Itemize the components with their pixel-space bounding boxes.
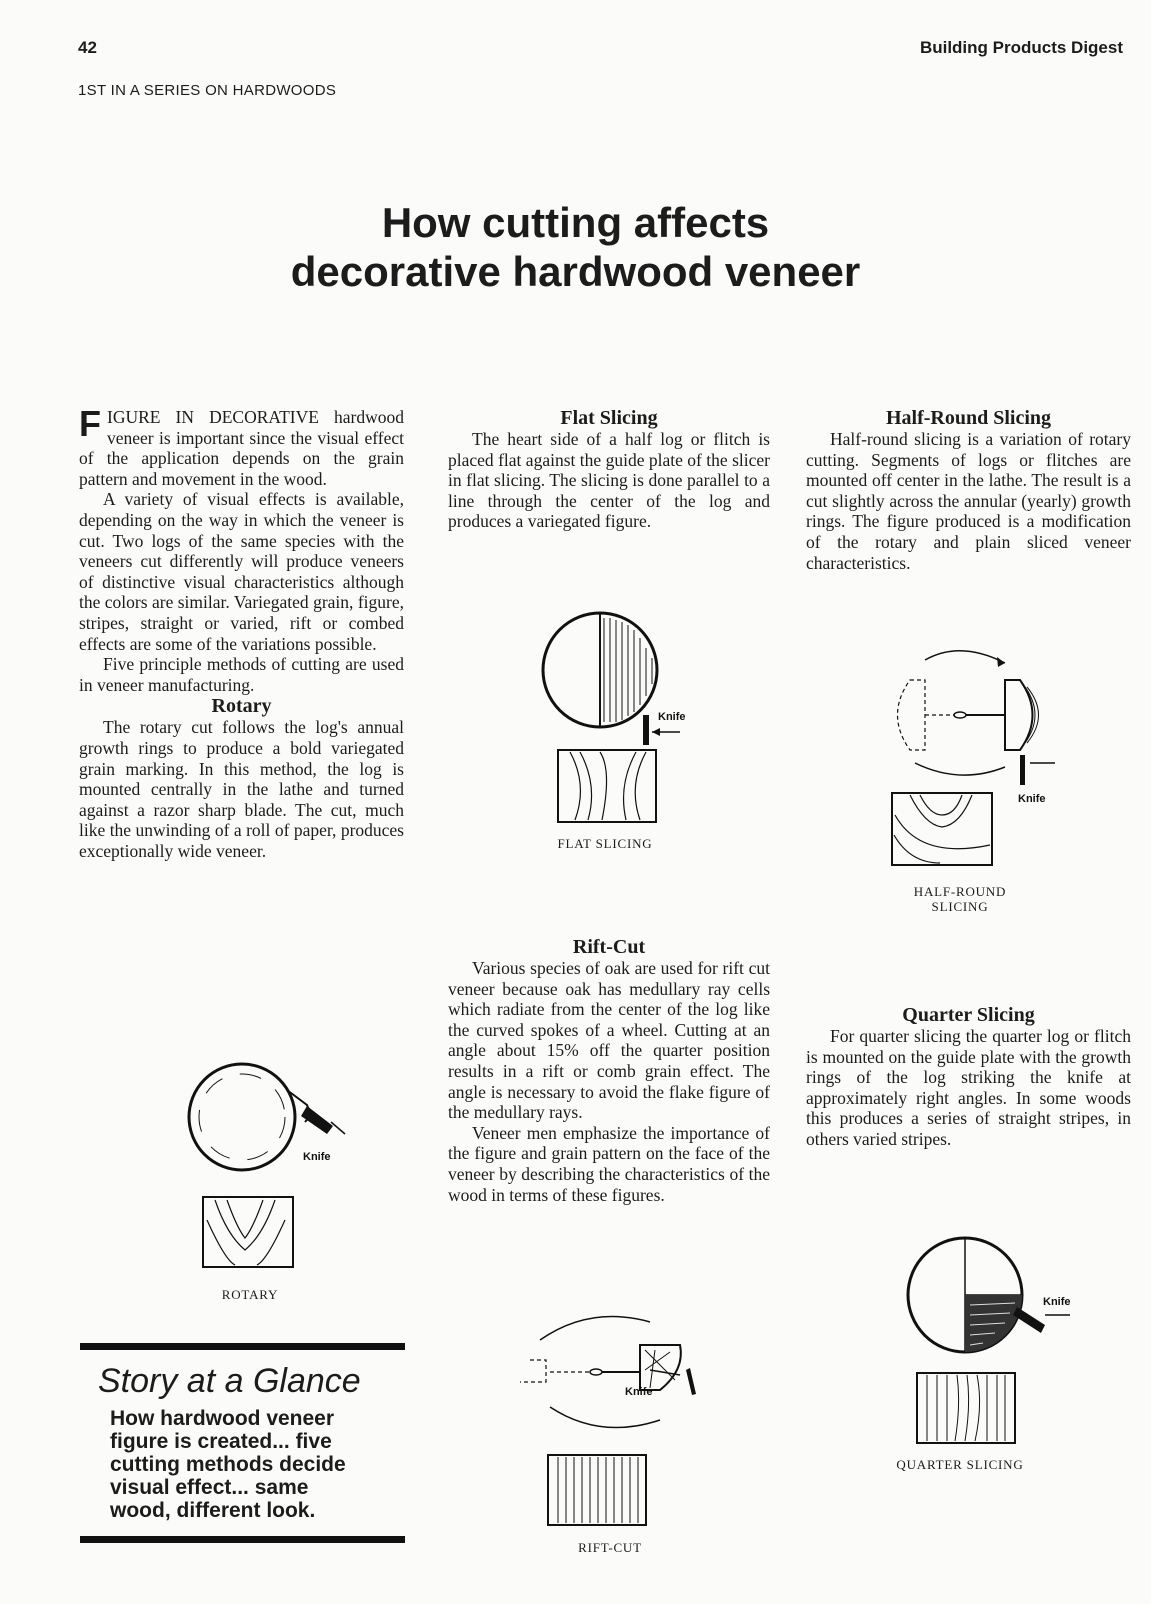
rift-mount [590, 1369, 602, 1375]
quarter-slicing-paragraph: For quarter slicing the quarter log or flitch is mounted on the guide plate with the growth rings of the log striking the knife at approximately right angles. In some woods this produces a series of straight stripes, in others varied stripes. [806, 1026, 1131, 1149]
rotary-heading: Rotary [211, 695, 272, 718]
half-round-mount [954, 712, 966, 718]
headline [0, 198, 1151, 296]
flat-grain-lines [570, 752, 646, 820]
rift-cut-paragraph-2: Veneer men emphasize the importance of the figure and grain pattern on the face of the veneer by describing the characteristics of the wood in terms of these figures. [448, 1122, 770, 1205]
flat-slicing-paragraph: The heart side of a half log or flitch is placed flat against the guide plate of the slicer in flat slicing. The slicing is done parallel to a line through the center of the log and produces a variegated figure. [448, 429, 770, 532]
flat-arrowhead [652, 728, 660, 736]
rift-grain-lines [558, 1457, 638, 1523]
half-round-veneer-sample [892, 793, 992, 865]
rotary-paragraph: The rotary cut follows the log's annual growth rings to produce a bold variegated grain marking. In this method, the log is mounted centrally in the lathe and turned against a razor sharp blade. The cut, much like the unwinding of a roll of paper, produces exceptionally wide veneer. [79, 717, 404, 861]
rift-ghost-segment [520, 1360, 546, 1382]
flat-slicing-section [448, 407, 770, 532]
rift-rotation-arrow-top [540, 1316, 650, 1340]
intro-column [79, 403, 404, 861]
quarter-slicing-caption: QUARTER SLICING [896, 1457, 1024, 1472]
intro-paragraph-1 [79, 403, 404, 489]
rotary-grain-lines [207, 1200, 285, 1265]
rotary-growth-ring [199, 1074, 285, 1160]
flat-knife [643, 715, 649, 745]
intro-p1-text: IGURE IN DECORATIVE hardwood veneer is important since the visual effect of the application depends on the grain pattern and movement in the wood. [79, 407, 404, 489]
intro-paragraph-3: Five principle methods of cutting are used in veneer manufacturing. [79, 654, 404, 695]
dropcap: F [79, 403, 101, 444]
quarter-slicing-section [806, 1004, 1131, 1150]
rift-knife [686, 1368, 696, 1395]
rift-knife-label: Knife [625, 1386, 653, 1398]
headline-line1: How cutting affects [381, 199, 770, 246]
half-round-grain-lines [894, 795, 990, 863]
publication-name: Building Products Digest [919, 38, 1123, 57]
half-round-ghost [898, 680, 926, 750]
half-round-diagram [880, 645, 1080, 885]
half-round-segment [1005, 680, 1033, 750]
rotary-knife-label: Knife [303, 1151, 331, 1163]
rotary-diagram [185, 1060, 365, 1280]
half-round-knife-label: Knife [1018, 793, 1046, 805]
quarter-grain-lines [927, 1375, 1005, 1441]
half-round-rotation-top [925, 651, 1005, 663]
rift-cut-diagram [510, 1310, 730, 1540]
rift-ray-lines [645, 1350, 675, 1388]
rotary-log-circle [189, 1064, 295, 1170]
rift-cut-caption: RIFT-CUT [578, 1540, 642, 1555]
glance-body: How hardwood veneer figure is created... five cutting methods decide visual effect... same wood, different look. [110, 1407, 346, 1522]
half-round-rotation-bottom [915, 763, 1005, 775]
rift-cut-heading: Rift-Cut [572, 936, 646, 958]
half-round-caption [895, 884, 1025, 914]
story-at-a-glance [80, 1343, 405, 1543]
rift-rotation-arrow-bottom [550, 1407, 660, 1428]
flat-knife-label: Knife [658, 711, 686, 723]
glance-bottom-rule [80, 1536, 405, 1543]
flat-slicing-diagram [540, 610, 720, 850]
flat-slicing-caption: FLAT SLICING [557, 836, 653, 851]
quarter-knife-label: Knife [1043, 1296, 1071, 1308]
rotary-knife-arrow [331, 1122, 345, 1134]
rift-cut-paragraph-1: Various species of oak are used for rift cut veneer because oak has medullary ray cells which radiate from the center of the log like the curved spokes of a wheel. Cutting at an angle about 15% off the quarter position results in a rift or comb grain effect. The angle is necessary to avoid the flake figure of the medullary rays. [448, 958, 770, 1123]
headline-line2: decorative hardwood veneer [290, 248, 861, 295]
quarter-slicing-heading: Quarter Slicing [902, 1004, 1035, 1026]
intro-paragraph-2: A variety of visual effects is available, depending on the way in which the veneer is cut. Two logs of the same species with the veneers cut differently will produce veneers of distinctive visual characteristics although the colors are similar. Variegated grain, figure, stripes, straight or varied, rift or combed effects are some of the variations possible. [79, 489, 404, 654]
half-round-paragraph: Half-round slicing is a variation of rotary cutting. Segments of logs or flitches are mounted off center in the lathe. The result is a cut slightly across the annular (yearly) growth rings. The figure produced is a modification of the rotary and plain sliced veneer characteristics. [806, 429, 1131, 573]
rift-cut-section [448, 936, 770, 1205]
half-round-caption-line2: SLICING [931, 899, 989, 914]
glance-top-rule [80, 1343, 405, 1350]
half-round-caption-line1: HALF-ROUND [913, 884, 1007, 899]
half-round-rings [1022, 683, 1039, 747]
page-number: 42 [78, 38, 97, 57]
glance-title: Story at a Glance [98, 1362, 361, 1400]
half-round-heading: Half-Round Slicing [885, 407, 1052, 429]
rift-veneer-sample [548, 1455, 646, 1525]
series-label: 1ST IN A SERIES ON HARDWOODS [78, 82, 337, 99]
half-round-section [806, 407, 1131, 573]
flat-slicing-heading: Flat Slicing [560, 407, 658, 429]
half-round-knife [1020, 755, 1025, 785]
rotary-caption: ROTARY [221, 1287, 279, 1302]
quarter-slicing-diagram [905, 1235, 1095, 1455]
